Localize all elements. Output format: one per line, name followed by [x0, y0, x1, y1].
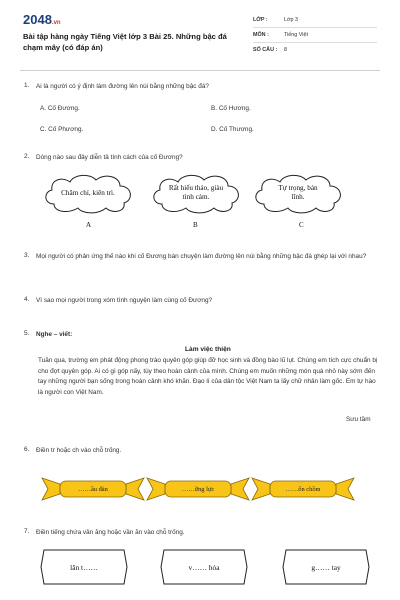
- class-value: Lớp 3: [284, 17, 299, 23]
- answer-cloud-a[interactable]: [40, 172, 136, 214]
- box-text: g…… tay: [311, 562, 341, 572]
- cloud-text: Chăm chỉ, kiên trì.: [61, 188, 115, 197]
- cloud-letter-a: A: [86, 221, 92, 229]
- fill-box-1[interactable]: [38, 547, 130, 587]
- logo-suffix: .vn: [51, 20, 61, 26]
- cloud-letter-b: B: [193, 221, 198, 229]
- candy-blank-1[interactable]: [40, 475, 146, 503]
- site-logo[interactable]: [23, 12, 61, 27]
- option-d[interactable]: D. Cố Thương.: [211, 126, 254, 133]
- question-number: 3.: [24, 252, 30, 259]
- divider: [253, 42, 377, 43]
- divider: [253, 27, 377, 28]
- question-text: Nghe – viết:: [36, 331, 73, 338]
- fill-box-2[interactable]: [158, 547, 250, 587]
- option-b[interactable]: B. Cố Hương.: [211, 105, 251, 112]
- question-number: 1.: [24, 82, 30, 89]
- dictation-heading: Làm việc thiện: [185, 346, 231, 353]
- question-number: 2.: [24, 153, 30, 160]
- candy-blank-2[interactable]: [145, 475, 251, 503]
- question-count-value: 8: [284, 47, 287, 53]
- question-text: Dòng nào sau đây diễn tả tính cách của cố Đương?: [36, 154, 183, 161]
- cloud-text: Tự trọng, bản lĩnh.: [278, 184, 318, 201]
- question-number: 5.: [24, 330, 30, 337]
- question-count-label: SỐ CÂU :: [253, 47, 278, 53]
- question-number: 6.: [24, 446, 30, 453]
- answer-cloud-c[interactable]: [250, 172, 346, 214]
- candy-text: ……ốn chồm: [285, 485, 321, 493]
- header-divider: [20, 70, 380, 71]
- fill-box-3[interactable]: [280, 547, 372, 587]
- candy-text: ……ầu đàn: [78, 485, 108, 493]
- cloud-text: Rất hiếu thảo, giàu tình cảm.: [168, 184, 224, 201]
- box-text: lăn t……: [70, 562, 98, 572]
- dictation-paragraph: Tuần qua, trường em phát động phong trào quyên góp giúp đỡ học sinh và đồng bào lũ lụt. Chúng em tích cực chuẩn bị cho đợt quyên góp. Ai có gì góp nấy, tùy theo hoàn cảnh của mình. Chúng em muốn những món quà nhỏ này sớm đến tay những người bạn sống trong hoàn cảnh khó khăn. Đạo lí của dân tộc Việt Nam ta lấy chữ nhân làm gốc. Em tự hào là người con Việt Nam.: [38, 357, 378, 396]
- question-text: Vì sao mọi người trong xóm tình nguyện làm cùng cố Đương?: [36, 297, 213, 304]
- box-text: v…… hỏa: [188, 562, 220, 572]
- option-a[interactable]: A. Cố Đương.: [40, 105, 80, 112]
- question-number: 4.: [24, 296, 30, 303]
- answer-cloud-b[interactable]: [148, 172, 244, 214]
- candy-blank-3[interactable]: [250, 475, 356, 503]
- candy-text: ……ững lực: [181, 485, 215, 493]
- dictation-source: Sưu tầm: [346, 416, 371, 423]
- worksheet-header: [0, 0, 400, 62]
- worksheet-title: Bài tập hàng ngày Tiếng Việt lớp 3 Bài 25. Những bậc đá chạm mây (có đáp án): [23, 32, 227, 52]
- subject-value: Tiếng Việt: [284, 32, 308, 38]
- question-number: 7.: [24, 528, 30, 535]
- question-text: Ai là người có ý định làm đường lên núi bằng những bậc đá?: [36, 83, 209, 90]
- subject-label: MÔN :: [253, 32, 269, 38]
- logo-text: 2048: [23, 12, 52, 27]
- cloud-letter-c: C: [299, 221, 304, 229]
- question-text: Mọi người có phản ứng thế nào khi cố Đương bàn chuyện làm đường lên núi bằng những bậc đá ghép lại với nhau?: [36, 253, 367, 260]
- class-label: LỚP :: [253, 17, 268, 23]
- question-text: Điền tiếng chứa vần ăng hoặc vần ăn vào chỗ trống.: [36, 529, 185, 536]
- option-c[interactable]: C. Cố Phương.: [40, 126, 84, 133]
- question-text: Điền tr hoặc ch vào chỗ trống.: [36, 447, 122, 454]
